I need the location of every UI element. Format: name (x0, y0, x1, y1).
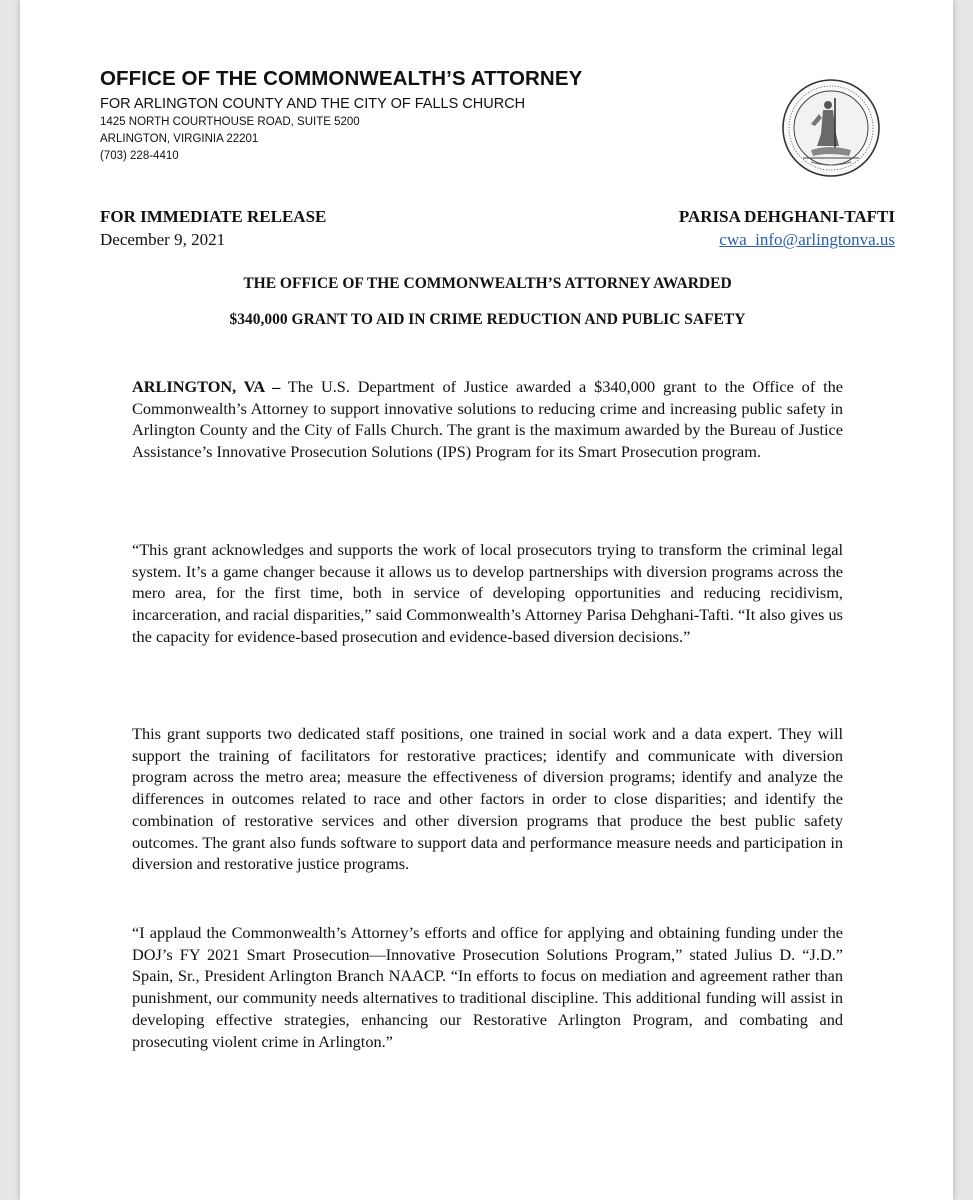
dateline: ARLINGTON, VA – (132, 377, 281, 396)
paragraph-3: This grant supports two dedicated staff positions, one trained in social work and a data expert. They will support the training of facilitators for restorative practices; identify and communicate with diversion program across the metro area; measure the effectiveness of diversion programs; identify and analyze the differences in outcomes related to race and other factors in order to close disparities; and identify the combination of restorative services and other diversion programs that produce the best public safety outcomes. The grant also funds software to support data and performance measure needs and participation in diversion and restorative justice programs. (132, 724, 843, 874)
office-title: OFFICE OF THE COMMONWEALTH’S ATTORNEY (100, 67, 583, 90)
contact-info (679, 205, 895, 251)
address-line-2: ARLINGTON, VIRGINIA 22201 (100, 133, 259, 145)
address-line-1: 1425 NORTH COURTHOUSE ROAD, SUITE 5200 (100, 116, 360, 128)
contact-email-link[interactable]: cwa_info@arlingtonva.us (719, 230, 895, 249)
phone-number: (703) 228-4410 (100, 150, 179, 162)
paragraph-4: “I applaud the Commonwealth’s Attorney’s efforts and office for applying and obtaining funding under the DOJ’s FY 2021 Smart Prosecution—Innovative Prosecution Solutions Program,” stated Julius D. “J.D.” Spain, Sr., President Arlington Branch NAACP. “In efforts to focus on mediation and agreement rather than punishment, our community needs alternatives to traditional discipline. This additional funding will assist in developing effective strategies, enhancing our Restorative Arlington Program, and combating and prosecuting violent crime in Arlington.” (132, 923, 843, 1051)
headline-line-2: $340,000 GRANT TO AID IN CRIME REDUCTION AND PUBLIC SAFETY (229, 311, 746, 328)
paragraph-2: “This grant acknowledges and supports the work of local prosecutors trying to transform the criminal legal system. It’s a game changer because it allows us to develop partnerships with diversion programs across the mero area, for the first time, both in service of developing opportunities and reducing recidivism, incarceration, and racial disparities,” said Commonwealth’s Attorney Parisa Dehghani-Tafti. “It also gives us the capacity for evidence-based prosecution and evidence-based diversion decisions.” (132, 540, 843, 646)
contact-name: PARISA DEHGHANI-TAFTI (678, 207, 895, 226)
document-page (20, 0, 953, 1200)
virginia-seal-icon (781, 78, 881, 178)
headline-line-1: THE OFFICE OF THE COMMONWEALTH’S ATTORNEY AWARDED (243, 275, 732, 292)
release-info (100, 205, 326, 251)
paragraph-1-text: The U.S. Department of Justice awarded a $340,000 grant to the Office of the Commonwealth’s Attorney to support innovative solutions to reducing crime and increasing public safety in Arlington County and the City of Falls Church. The grant is the maximum awarded by the Bureau of Justice Assistance’s Innovative Prosecution Solutions (IPS) Program for its Smart Prosecution program. (132, 377, 843, 462)
paragraph-1 (132, 376, 843, 463)
letterhead (100, 66, 582, 165)
release-date: December 9, 2021 (100, 230, 226, 249)
release-label: FOR IMMEDIATE RELEASE (100, 207, 327, 226)
office-subtitle: FOR ARLINGTON COUNTY AND THE CITY OF FALLS CHURCH (100, 96, 526, 112)
